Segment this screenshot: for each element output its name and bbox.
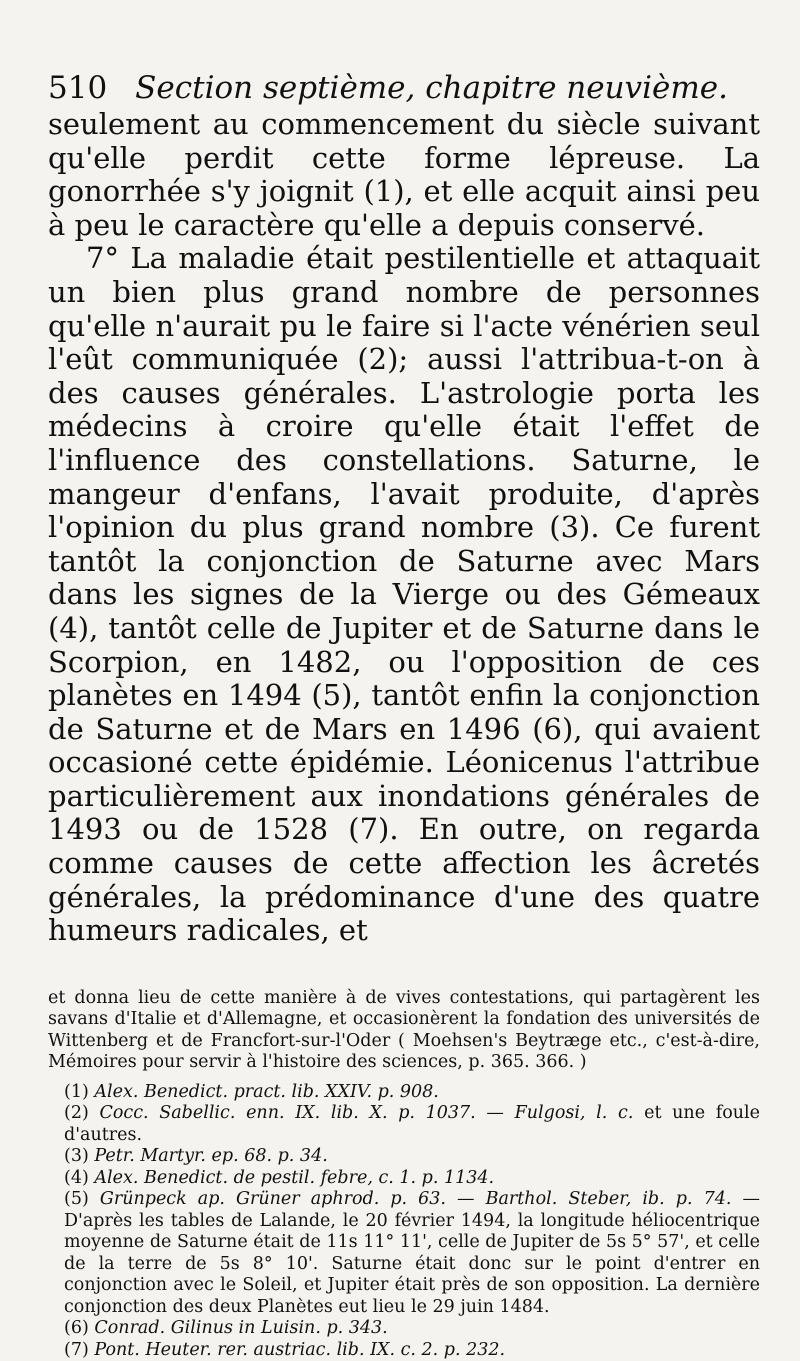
main-text [48,108,760,948]
footnote-number: (6) [64,1318,89,1339]
footnote-4 [48,1168,760,1190]
footnote-5 [48,1189,760,1318]
footnote-source: Alex. Benedict. pract. lib. XXIV. p. 908. [94,1081,439,1102]
paragraph-seventh-point: 7° La maladie était pestilentielle et attaquait un bien plus grand nombre de personnes qu'elle n'aurait pu le faire si l'acte vénérien seul l'eût communiquée (2); aussi l'attribua-t-on à des causes générales. L'astrologie porta les médecins à croire qu'elle était l'effet de l'influence des constellations. Saturne, le mangeur d'enfans, l'avait produite, d'après l'opinion du plus grand nombre (3). Ce furent tantôt la conjonction de Saturne avec Mars dans les signes de la Vierge ou des Gémeaux (4), tantôt celle de Jupiter et de Saturne dans le Scorpion, en 1482, ou l'opposition de ces planètes en 1494 (5), tantôt enfin la conjonction de Saturne et de Mars en 1496 (6), qui avaient occasioné cette épidémie. Léonicenus l'attribue particulièrement aux inondations générales de 1493 ou de 1528 (7). En outre, on regarda comme causes de cette affection les âcretés générales, la prédominance d'une des quatre humeurs radicales, et [48,241,760,948]
footnote-number: (2) [64,1103,89,1124]
footnote-source: Grünpeck ap. Grüner aphrod. p. 63. — Barthol. Steber, ib. p. 74. [99,1189,732,1210]
paragraph-continuation: seulement au commencement du siècle suivant qu'elle perdit cette forme lépreuse. La gonorrhée s'y joignit (1), et elle acquit ainsi peu à peu le caractère qu'elle a depuis conservé. [48,107,760,242]
footnote-number: (3) [64,1146,89,1167]
footnote-source: Pont. Heuter. rer. austriac. lib. IX. c. 2. p. 232. [94,1339,506,1360]
footnote-number: (4) [64,1167,89,1188]
footnote-source: Alex. Benedict. de pestil. febre, c. 1. p. 1134. [94,1167,495,1188]
footnote-6 [48,1318,760,1340]
footnote-number: (1) [64,1081,89,1102]
footnote-2 [48,1103,760,1146]
page-gap [48,948,760,988]
page-header [48,70,760,106]
footnote-text: et une foule d'autres. [64,1103,760,1145]
footnote-number: (7) [64,1339,89,1360]
footnote-7 [48,1340,760,1361]
footnote-3 [48,1146,760,1168]
footnote-number: (5) [64,1189,89,1210]
footnote-source: Conrad. Gilinus in Luisin. p. 343. [94,1318,388,1339]
footnote-continuation: et donna lieu de cette manière à de vives contestations, qui partagèrent les savans d'Italie et d'Allemagne, et occasionèrent la fondation des universités de Wittenberg et de Francfort-sur-l'Oder ( Moehsen's Beytræge etc., c'est-à-dire, Mémoires pour servir à l'histoire des sciences, p. 365. 366. ) [48,987,760,1073]
page-number: 510 [48,70,108,106]
footnote-1 [48,1082,760,1104]
footnote-text: — D'après les tables de Lalande, le 20 février 1494, la longitude héliocentrique moyenne de Saturne était de 11s 11° 11', celle de Jupiter de 5s 5° 57', et celle de la terre de 5s 8° 10'. Saturne était donc sur le point d'entrer en conjonction avec le Soleil, et Jupiter était près de son opposition. La dernière conjonction des deux Planètes eut lieu le 29 juin 1484. [64,1189,760,1317]
footnote-source: Petr. Martyr. ep. 68. p. 34. [94,1146,328,1167]
footnotes [48,988,760,1361]
footnote-source: Cocc. Sabellic. enn. IX. lib. X. p. 1037. — Fulgosi, l. c. [99,1103,634,1124]
running-title: Section septième, chapitre neuvième. [135,70,728,106]
